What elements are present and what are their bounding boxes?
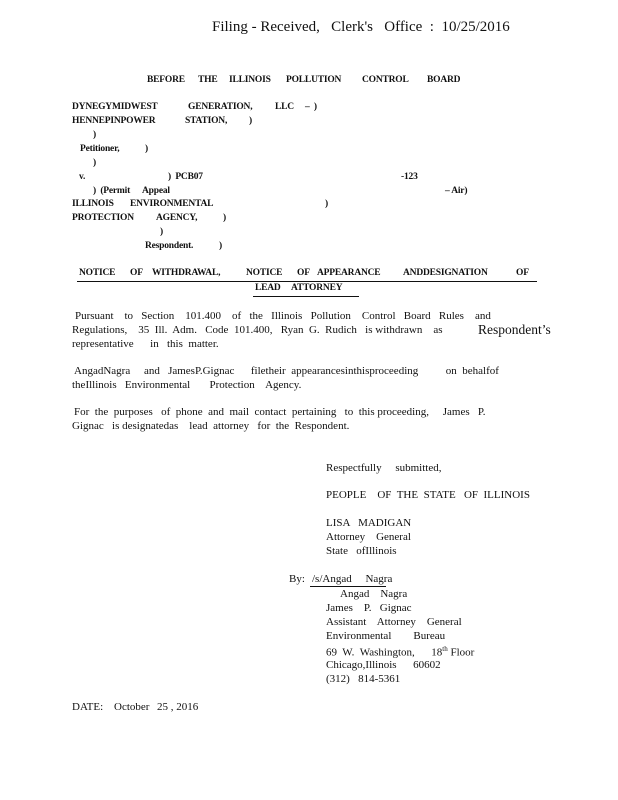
- paragraph-line: AngadNagra and JamesP.Gignac filetheir appearancesinthisproceeding on behalfof: [74, 365, 499, 377]
- caption-paren: ): [93, 130, 96, 140]
- paragraph-line: Regulations, 35 Ill. Adm. Code 101.400, Ryan G. Rudich is withdrawn as: [72, 324, 443, 336]
- petitioner-label: Petitioner,: [80, 144, 120, 154]
- people-line: PEOPLE OF THE STATE OF ILLINOIS: [326, 489, 530, 501]
- caption-paren: ): [145, 144, 148, 154]
- caption-word: BOARD: [427, 75, 461, 85]
- respondent-name: ENVIRONMENTAL: [130, 199, 214, 209]
- caption-word: BEFORE: [147, 75, 185, 85]
- petitioner-name: DYNEGYMIDWEST: [72, 102, 158, 112]
- respondent-name: ILLINOIS: [72, 199, 114, 209]
- appeal-label: Appeal: [142, 186, 170, 196]
- date-day-year: 25 , 2016: [157, 701, 199, 713]
- title-underline: [253, 296, 359, 297]
- petitioner-name: LLC: [275, 102, 294, 112]
- respondent-word: Respondent’s: [478, 322, 551, 337]
- title-word: NOTICE: [246, 268, 283, 278]
- title-word: NOTICE: [79, 268, 116, 278]
- attorney-general-name: LISA MADIGAN: [326, 517, 412, 529]
- petitioner-name: GENERATION,: [188, 102, 253, 112]
- caption-word: THE: [198, 75, 218, 85]
- title-word: LEAD: [255, 283, 281, 293]
- closing-line: Respectfully submitted,: [326, 462, 442, 474]
- case-number-prefix: ) PCB07: [168, 172, 203, 182]
- caption-paren: ): [223, 213, 226, 223]
- title-word: OF: [516, 268, 529, 278]
- title-word: OF: [130, 268, 143, 278]
- title-word: APPEARANCE: [317, 268, 381, 278]
- title-word: OF: [297, 268, 310, 278]
- filing-stamp: Filing - Received, Clerk's Office : 10/25/2016: [212, 19, 510, 35]
- phone-number: (312) 814-5361: [326, 673, 401, 685]
- petitioner-name: STATION,: [185, 116, 228, 126]
- by-label: By:: [289, 573, 305, 585]
- caption-paren: ): [219, 241, 222, 251]
- title-word: ANDDESIGNATION: [403, 268, 488, 278]
- address-superscript: th: [442, 645, 448, 653]
- title-underline: [77, 281, 537, 282]
- signer-line: Angad Nagra: [340, 588, 408, 600]
- title-word: WITHDRAWAL,: [152, 268, 221, 278]
- respondent-label: Respondent.: [145, 241, 194, 251]
- case-number: -123: [401, 172, 418, 182]
- signer-line: Environmental Bureau: [326, 630, 446, 642]
- paragraph-line: Gignac is designatedas lead attorney for the Respondent.: [72, 420, 350, 432]
- signer-line: Assistant Attorney General: [326, 616, 462, 628]
- address-street: 69 W. Washington, 18th Floor: [326, 645, 475, 659]
- caption-word: CONTROL: [362, 75, 409, 85]
- air-label: – Air): [445, 186, 468, 196]
- respondent-name: PROTECTION: [72, 213, 134, 223]
- caption-paren: ): [325, 199, 328, 209]
- paragraph-line: representative in this matter.: [72, 338, 219, 350]
- caption-word: ILLINOIS: [229, 75, 271, 85]
- permit-label: ) (Permit: [93, 186, 131, 196]
- caption-paren: ): [93, 158, 96, 168]
- petitioner-name: HENNEPINPOWER: [72, 116, 156, 126]
- paragraph-line: Pursuant to Section 101.400 of the Illinois Pollution Control Board Rules and: [75, 310, 491, 322]
- caption-paren: ): [249, 116, 252, 126]
- caption-paren: ): [160, 227, 163, 237]
- date-label: DATE:: [72, 701, 104, 713]
- state-line: State ofIllinois: [326, 545, 397, 557]
- electronic-signature: /s/Angad Nagra: [312, 573, 393, 585]
- paragraph-line: For the purposes of phone and mail contact pertaining to this proceeding, James P.: [74, 406, 486, 418]
- paragraph-line: theIllinois Environmental Protection Agency.: [72, 379, 302, 391]
- caption-word: POLLUTION: [286, 75, 342, 85]
- caption-paren: – ): [305, 102, 317, 112]
- signer-line: James P. Gignac: [326, 602, 412, 614]
- address-city: Chicago,Illinois 60602: [326, 659, 441, 671]
- respondent-name: AGENCY,: [156, 213, 198, 223]
- date-month: October: [114, 701, 150, 713]
- title-word: ATTORNEY: [291, 283, 343, 293]
- signature-underline: [310, 586, 386, 587]
- attorney-general-title: Attorney General: [326, 531, 411, 543]
- versus-label: v.: [79, 172, 86, 182]
